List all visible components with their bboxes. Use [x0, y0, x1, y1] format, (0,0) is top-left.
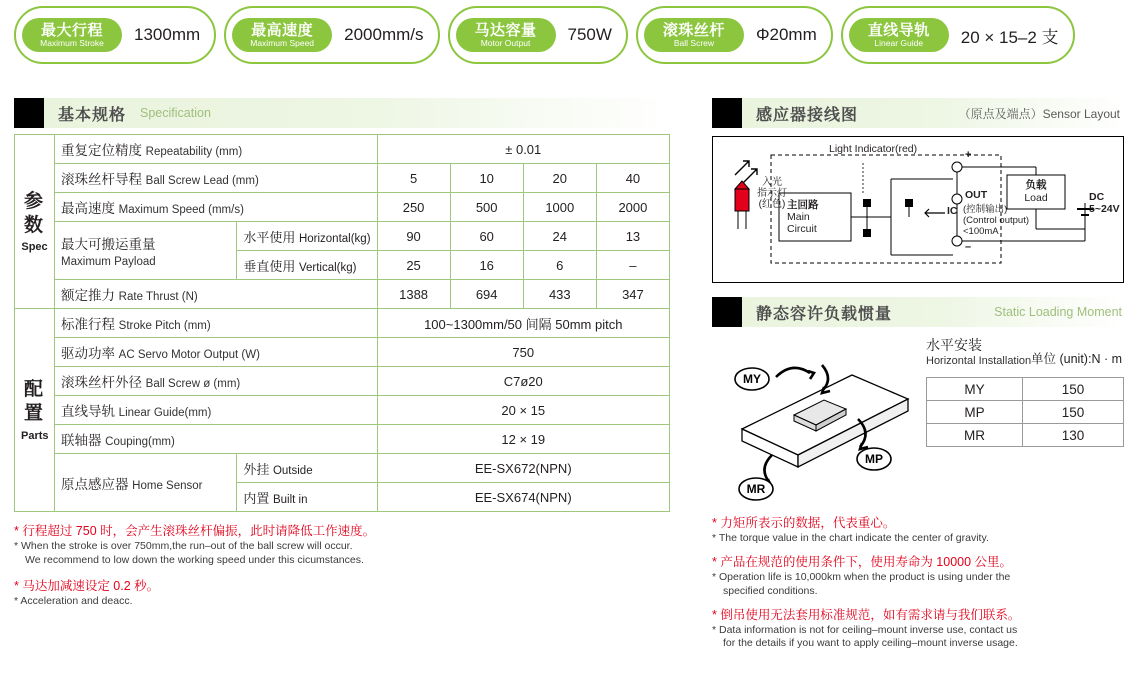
row-cell: 24: [523, 222, 596, 251]
pill-label-cn: 马达容量: [474, 21, 537, 39]
side-label-parts: [15, 309, 55, 512]
spec-pill-row: [0, 0, 1140, 64]
row-label-home-sensor: [55, 454, 237, 512]
control-output-label: [963, 205, 1029, 238]
row-label-cn: 最大可搬运重量: [61, 237, 156, 252]
row-label-en: Ball Screw ø (mm): [145, 378, 241, 390]
install-label-cn: 水平安装: [926, 337, 982, 353]
table-row: [15, 193, 670, 222]
pill-label-en: Maximum Stroke: [40, 38, 104, 49]
ic-label: IC: [947, 205, 958, 217]
row-value: 750: [377, 338, 669, 367]
row-sublabel-horizontal: [237, 222, 377, 251]
main-circuit-label: [787, 199, 819, 235]
row-label-cn: 最高速度: [61, 201, 116, 216]
row-label-en: Repeatability (mm): [145, 146, 243, 158]
side-label-en: Spec: [21, 241, 48, 254]
moment-value: 130: [1023, 424, 1124, 447]
sublabel-en: Horizontal(kg): [298, 232, 371, 245]
row-cell: 433: [523, 280, 596, 309]
table-row: [15, 338, 670, 367]
row-label-cn: 额定推力: [61, 288, 116, 303]
table-row: [15, 425, 670, 454]
table-row: [15, 396, 670, 425]
pill-value: Φ20mm: [755, 25, 817, 44]
in-light-cn1: 入光: [762, 177, 782, 188]
dc-supply-label: [1089, 191, 1120, 215]
specification-table: [14, 134, 670, 512]
table-row: [15, 309, 670, 338]
note-red: * 倒吊使用无法套用标准规范，如有需求请与我们联系。: [712, 607, 1021, 622]
pill-label-cn: 最大行程: [40, 21, 103, 39]
pill-label-en: Motor Output: [480, 38, 531, 49]
pill-value: 2000mm/s: [344, 25, 424, 44]
row-cell: 1388: [377, 280, 450, 309]
pill-tag: [456, 18, 556, 53]
row-sublabel-vertical: [237, 251, 377, 280]
row-label-linear-guide: [55, 396, 377, 425]
row-sublabel-built-in: [237, 483, 377, 512]
row-cell: 1000: [523, 193, 596, 222]
note-line-1: * When the stroke is over 750mm,the run–out of the ball screw will occur.: [14, 540, 353, 552]
sublabel-cn: 水平使用: [243, 229, 296, 245]
pill-label-cn: 直线导轨: [867, 21, 930, 39]
plus-terminal-label: +: [965, 149, 972, 161]
dc-range: 5~24V: [1089, 203, 1120, 216]
moment-illustration-area: [712, 335, 1126, 511]
row-label-maximum-payload: [55, 222, 237, 280]
table-row: [15, 280, 670, 309]
row-label-en: Maximum Payload: [61, 256, 156, 268]
row-cell: 2000: [596, 193, 669, 222]
sensor-wiring-diagram: [712, 136, 1124, 283]
row-label-en: Ball Screw Lead (mm): [145, 175, 259, 187]
row-value: ± 0.01: [377, 135, 669, 164]
moment-name: MR: [927, 424, 1023, 447]
out-label: OUT: [965, 189, 988, 201]
pill-maximum-stroke: [14, 6, 216, 64]
sublabel-en: Outside: [272, 464, 313, 477]
row-label-en: Linear Guide(mm): [118, 407, 212, 419]
side-label-en: Parts: [21, 429, 49, 442]
row-label-en: Home Sensor: [132, 479, 203, 492]
section-title-en: Static Loading Moment: [994, 305, 1122, 319]
note-line-1: * Operation life is 10,000km when the product is using under the: [712, 570, 1011, 583]
row-label-cn: 驱动功率: [61, 346, 116, 361]
light-indicator-label: Light Indicator(red): [829, 143, 918, 155]
row-label-cn: 直线导轨: [61, 404, 116, 419]
pill-maximum-speed: [224, 6, 439, 64]
actuator-moment-diagram-icon: [712, 337, 926, 507]
row-label-ball-screw-diameter: [55, 367, 377, 396]
table-row: [15, 222, 670, 251]
control-output-current: <100mA: [963, 225, 999, 237]
note-gray: [14, 540, 670, 568]
sublabel-en: Built in: [272, 493, 308, 506]
section-title-en: Specification: [140, 106, 211, 120]
row-cell: 250: [377, 193, 450, 222]
note-line-2: specified conditions.: [723, 584, 818, 597]
row-cell: 10: [450, 164, 523, 193]
pill-value: 750W: [567, 25, 612, 44]
pill-label-en: Linear Guide: [874, 38, 924, 49]
row-cell: 90: [377, 222, 450, 251]
svg-text:MY: MY: [743, 372, 761, 386]
row-label-coupling: [55, 425, 377, 454]
left-notes: [14, 521, 670, 609]
row-label-maximum-speed: [55, 193, 377, 222]
row-cell: 13: [596, 222, 669, 251]
row-label-en: Maximum Speed (mm/s): [118, 204, 244, 216]
row-label-cn: 重复定位精度: [61, 143, 143, 158]
row-label-en: Rate Thrust (N): [118, 291, 198, 303]
pill-tag: [849, 18, 949, 53]
row-label-rate-thrust: [55, 280, 377, 309]
control-output-cn: (控制输出): [963, 204, 1008, 215]
section-header-static-loading-moment: [712, 297, 1126, 327]
table-row: [15, 164, 670, 193]
pill-tag: [22, 18, 122, 53]
row-value: EE-SX674(NPN): [377, 483, 669, 512]
section-header-sensor-layout: [712, 98, 1126, 128]
row-cell: 40: [596, 164, 669, 193]
sensor-column: [712, 98, 1126, 652]
row-label-cn: 滚珠丝杆外径: [61, 375, 143, 390]
in-light-cn3: (红色): [758, 199, 786, 210]
pill-label-en: Maximum Speed: [250, 38, 315, 49]
note-gray: * Acceleration and deacc.: [14, 594, 133, 607]
row-label-cn: 滚珠丝杆导程: [61, 172, 143, 187]
row-cell: 25: [377, 251, 450, 280]
sublabel-cn: 外挂: [243, 461, 270, 477]
section-title-cn: 感应器接线图: [756, 106, 859, 124]
table-row: [15, 367, 670, 396]
table-row: [15, 454, 670, 483]
row-value: 20 × 15: [377, 396, 669, 425]
note-line-1: * Data information is not for ceiling–mount inverse use, contact us: [712, 623, 1018, 636]
moment-value: 150: [1023, 378, 1124, 401]
side-label-cn: 参数: [24, 190, 46, 236]
in-light-cn2: 指示灯: [757, 188, 787, 199]
row-sublabel-outside: [237, 454, 377, 483]
section-title-cn: 基本规格: [58, 106, 127, 124]
row-label-cn: 标准行程: [61, 317, 116, 332]
note-line-2: We recommend to low down the working speed under this cicumstances.: [25, 553, 364, 566]
specification-column: [14, 98, 670, 610]
moment-table-header: [926, 335, 1124, 367]
row-label-cn: 原点感应器: [61, 476, 129, 492]
row-cell: 694: [450, 280, 523, 309]
main-circuit-en1: Main: [787, 211, 810, 224]
load-en: Load: [1024, 191, 1048, 204]
row-cell: 500: [450, 193, 523, 222]
row-cell: 60: [450, 222, 523, 251]
dc-label: DC: [1089, 191, 1105, 203]
svg-text:MR: MR: [746, 482, 766, 496]
pill-tag: [644, 18, 744, 53]
pill-ball-screw: [636, 6, 833, 64]
note-gray: * The torque value in the chart indicate the center of gravity.: [712, 532, 989, 544]
row-cell: 347: [596, 280, 669, 309]
pill-label-en: Ball Screw: [673, 38, 715, 49]
control-output-en: (Control output): [963, 214, 1030, 226]
row-cell: 5: [377, 164, 450, 193]
in-light-label: [757, 177, 787, 210]
row-value: C7ø20: [377, 367, 669, 396]
svg-text:MP: MP: [865, 452, 883, 466]
sublabel-cn: 垂直使用: [243, 258, 296, 274]
square-marker-icon: [712, 297, 742, 327]
load-cn: 负载: [1025, 179, 1047, 191]
table-row: [15, 135, 670, 164]
note-line-2: for the details if you want to apply ceiling–mount inverse usage.: [723, 637, 1018, 650]
row-value: 100~1300mm/50 间隔 50mm pitch: [377, 309, 669, 338]
moment-table: [926, 377, 1124, 447]
row-label-cn: 联轴器: [61, 433, 102, 448]
row-label-ball-screw-lead: [55, 164, 377, 193]
sublabel-en: Vertical(kg): [298, 261, 357, 274]
side-label-cn: 配置: [24, 379, 46, 424]
square-marker-icon: [712, 98, 742, 128]
row-label-en: AC Servo Motor Output (W): [118, 349, 260, 361]
pill-value: 20 × 15–2 支: [960, 27, 1059, 47]
row-cell: –: [596, 251, 669, 280]
moment-name: MP: [927, 401, 1023, 424]
table-row: [927, 401, 1124, 424]
note-red: * 行程超过 750 时，会产生滚珠丝杆偏振，此时请降低工作速度。: [14, 524, 376, 538]
table-row: [927, 424, 1124, 447]
note-gray: [712, 571, 1126, 599]
unit-label: 单位 (unit):N · m: [1031, 352, 1122, 366]
section-title-cn: 静态容许负载惯量: [756, 305, 893, 323]
row-value: 12 × 19: [377, 425, 669, 454]
note-red: * 产品在规范的使用条件下，使用寿命为 10000 公里。: [712, 554, 1013, 569]
pill-linear-guide: [841, 6, 1075, 64]
right-notes: [712, 513, 1126, 651]
pill-tag: [232, 18, 332, 53]
minus-terminal-label: –: [965, 241, 972, 253]
row-label-en: Couping(mm): [105, 436, 175, 448]
section-title-en: （原点及端点）Sensor Layout: [958, 106, 1120, 121]
table-row: [927, 378, 1124, 401]
row-label-en: Stroke Pitch (mm): [118, 320, 211, 332]
load-label: [1013, 179, 1059, 204]
moment-value: 150: [1023, 401, 1124, 424]
pill-label-cn: 滚珠丝杆: [662, 21, 725, 39]
note-gray: [712, 624, 1126, 652]
note-red: * 力矩所表示的数据，代表重心。: [712, 516, 896, 530]
moment-name: MY: [927, 378, 1023, 401]
row-cell: 20: [523, 164, 596, 193]
section-header-specification: [14, 98, 670, 128]
row-label-repeatability: [55, 135, 377, 164]
note-red: * 马达加减速设定 0.2 秒。: [14, 578, 160, 593]
install-label-en: Horizontal Installation: [926, 355, 1032, 367]
square-marker-icon: [14, 98, 44, 128]
row-label-servo-output: [55, 338, 377, 367]
row-cell: 16: [450, 251, 523, 280]
sublabel-cn: 内置: [243, 490, 270, 506]
side-label-params: [15, 135, 55, 309]
main-circuit-en2: Circuit: [787, 223, 817, 236]
row-cell: 6: [523, 251, 596, 280]
pill-motor-output: [448, 6, 628, 64]
row-value: EE-SX672(NPN): [377, 454, 669, 483]
pill-label-cn: 最高速度: [251, 21, 314, 39]
pill-value: 1300mm: [134, 25, 201, 44]
main-circuit-cn: 主回路: [787, 199, 819, 211]
row-label-stroke-pitch: [55, 309, 377, 338]
